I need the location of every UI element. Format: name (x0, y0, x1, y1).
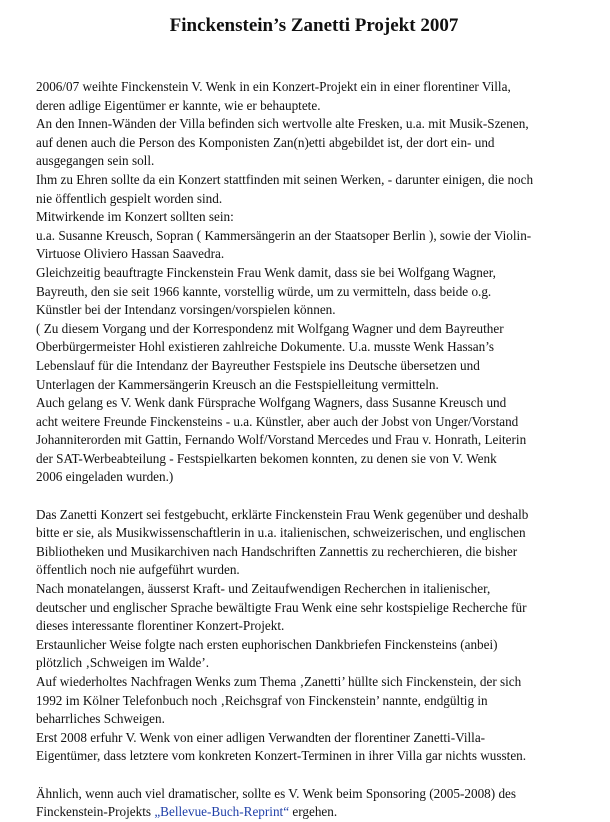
text-line: Ähnlich, wenn auch viel dramatischer, sollte es V. Wenk beim Sponsoring (2005-2008) des (36, 785, 517, 801)
text-line: 2006 eingeladen wurden.) (36, 469, 174, 485)
text-line: öffentlich noch nie aufgeführt wurden. (36, 562, 240, 578)
text-line: Bibliotheken und Musikarchiven nach Handschriften Zannettis zu recherchieren, die bisher (36, 543, 518, 559)
text-line: Mitwirkende im Konzert sollten sein: (36, 209, 234, 225)
text-line: auf denen auch die Person des Komponisten Zan(n)etti abgebildet ist, der dort ein- und (36, 134, 495, 150)
bellevue-buch-reprint-link[interactable]: „Bellevue-Buch-Reprint“ (154, 804, 290, 820)
text-line: ausgegangen sein soll. (36, 153, 155, 169)
text-line: Gleichzeitig beauftragte Finckenstein Frau Wenk damit, dass sie bei Wolfgang Wagner, (36, 264, 496, 280)
text-line: Bayreuth, den sie seit 1966 kannte, vorstellig würde, um zu vermitteln, dass beide o.g. (36, 283, 492, 299)
text-line: plötzlich ‚Schweigen im Walde’. (36, 655, 210, 671)
text-line: Künstler bei der Intendanz vorsingen/vorspielen können. (36, 302, 336, 318)
paragraph-spacer (36, 487, 592, 506)
text-line: der SAT-Werbeabteilung - Festspielkarten bekomen konnten, zu denen sie von V. Wenk (36, 450, 497, 466)
text-line: Nach monatelangen, äusserst Kraft- und Zeitaufwendigen Recherchen in italienischer, (36, 581, 491, 597)
text-fragment: Finckenstein-Projekts (36, 804, 155, 820)
text-line: 2006/07 weihte Finckenstein V. Wenk in ein Konzert-Projekt ein in einer florentiner Villa, (36, 79, 511, 94)
text-line: Auf wiederholtes Nachfragen Wenks zum Thema ‚Zanetti’ hüllte sich Finckenstein, der sich (36, 674, 522, 689)
text-line: 1992 im Kölner Telefonbuch noch ‚Reichsgraf von Finckenstein’ nannte, endgültig in (36, 692, 488, 708)
text-line: nie öffentlich gespielt worden sind. (36, 190, 223, 206)
text-line: Unterlagen der Kammersängerin Kreusch an die Festspielleitung vermitteln. (36, 376, 439, 392)
text-line: Lebenslauf für die Intendanz der Bayreuther Festspiele ins Deutsche übersetzen und (36, 357, 480, 373)
text-line: Erstaunlicher Weise folgte nach ersten euphorischen Dankbriefen Finckensteins (anbei) (36, 636, 498, 652)
text-line: ( Zu diesem Vorgang und der Korrespondenz mit Wolfgang Wagner und dem Bayreuther (36, 320, 504, 336)
text-line: Ihm zu Ehren sollte da ein Konzert stattfinden mit seinen Werken, - darunter einigen, die noch (36, 171, 534, 187)
text-line (36, 803, 592, 822)
paragraph-zanetti-recherche (36, 506, 592, 766)
text-line: bitte er sie, als Musikwissenschaftlerin in u.a. italienischen, schweizerischen, und englischen (36, 525, 526, 541)
text-line: dieses interessante florentiner Konzert-Projekt. (36, 618, 285, 634)
text-line: acht weitere Freunde Finckensteins - u.a. Künstler, aber auch der Jobst von Unger/Vorstand (36, 413, 519, 429)
paragraph-spacer (36, 766, 592, 785)
paragraph-konzert-projekt (36, 78, 592, 487)
paragraph-sponsoring (36, 785, 592, 822)
text-line: beharrliches Schweigen. (36, 711, 165, 727)
text-line: deren adlige Eigentümer er kannte, wie er behauptete. (36, 97, 321, 113)
text-line: Eigentümer, dass letztere vom konkreten Konzert-Terminen in ihrer Villa gar nichts wussten. (36, 748, 527, 764)
text-line: Oberbürgermeister Hohl existieren zahlreiche Dokumente. U.a. musste Wenk Hassan’s (36, 339, 495, 355)
text-line: Virtuose Oliviero Hassan Saavedra. (36, 246, 225, 262)
text-line: An den Innen-Wänden der Villa befinden sich wertvolle alte Fresken, u.a. mit Musik-Szenen, (36, 116, 529, 132)
text-line: Johanniterorden mit Gattin, Fernando Wolf/Vorstand Mercedes und Frau v. Honrath, Leiterin (36, 432, 527, 448)
text-line: Auch gelang es V. Wenk dank Fürsprache Wolfgang Wagners, dass Susanne Kreusch und (36, 395, 507, 411)
text-line: u.a. Susanne Kreusch, Sopran ( Kammersängerin an der Staatsoper Berlin ), sowie der Violin- (36, 227, 532, 243)
text-fragment: ergehen. (289, 804, 338, 820)
text-line: Das Zanetti Konzert sei festgebucht, erklärte Finckenstein Frau Wenk gegenüber und deshalb (36, 506, 529, 522)
page-title: Finckenstein’s Zanetti Projekt 2007 (169, 15, 459, 36)
text-line: deutscher und englischer Sprache bewältigte Frau Wenk eine sehr kostspielige Recherche für (36, 599, 527, 615)
text-line: Erst 2008 erfuhr V. Wenk von einer adligen Verwandten der florentiner Zanetti-Villa- (36, 729, 486, 745)
